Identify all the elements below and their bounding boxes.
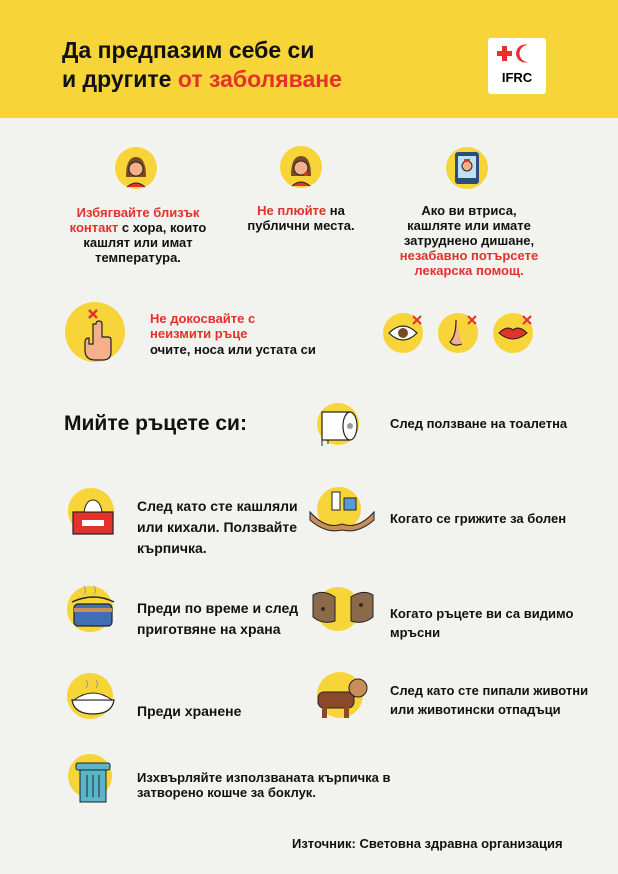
eye-icon [383, 310, 429, 354]
person-spitting-icon [280, 146, 322, 188]
tissue-box-icon [68, 488, 124, 544]
wash-item-dirty: Когато ръцете ви са видимо мръсни [390, 606, 574, 640]
pointing-hand-icon [65, 302, 127, 368]
nose-icon [438, 310, 484, 354]
wash-item-trash: Изхвърляйте използваната кърпичка в затворено кошче за боклук. [137, 770, 391, 800]
dirty-hands-icon [307, 583, 379, 631]
tip1-rest: с хора, които кашлят или имат температура. [83, 220, 207, 265]
source-note: Източник: Световна здравна организация [292, 836, 563, 851]
tip-seek-medical-help [395, 203, 543, 278]
person-coughing-icon [115, 147, 157, 189]
tip-no-spitting [240, 203, 362, 233]
wash-item-cooking: Преди по време и след приготвяне на храна [137, 600, 299, 637]
title-line-1: Да предпазим себе си [62, 37, 315, 63]
tip2-rest: на публични места. [247, 203, 355, 233]
ifrc-logo [488, 38, 546, 94]
tip2-red: Не плюйте [257, 203, 327, 218]
toilet-paper-icon [316, 400, 366, 450]
tip-close-contact [64, 205, 212, 265]
rice-bowl-icon [66, 672, 122, 722]
tip3-red: незабавно потърсете лекарска помощ. [399, 248, 539, 278]
care-hands-icon [308, 484, 380, 532]
lips-icon [493, 310, 539, 354]
logo-text: IFRC [501, 70, 533, 85]
title-line-2-red: от заболяване [177, 66, 342, 92]
tip-dont-touch-rest: очите, носа или устата си [150, 342, 316, 357]
cooking-pot-icon [64, 580, 122, 636]
wash-item-animals: След като сте пипали животни или животински отпадъци [390, 683, 589, 717]
tip3-black: Ако ви втриса, кашляте или имате затруднено дишане, [403, 203, 535, 248]
wash-item-toilet: След ползване на тоалетна [390, 416, 568, 431]
wash-item-cough: След като сте кашляли или кихали. Ползвайте кърпичка. [137, 498, 298, 556]
tip-dont-touch: Не докосвайте с неизмити ръце [150, 311, 256, 341]
wash-item-sick: Когато се грижите за болен [390, 511, 567, 526]
tip1-red: Избягвайте близък контакт [69, 205, 200, 235]
trash-can-icon [70, 755, 120, 809]
wash-hands-heading: Мийте ръцете си: [64, 412, 247, 435]
title-line-2-black: и другите [62, 66, 178, 92]
wash-item-eating: Преди хранене [137, 703, 242, 719]
title-line-2 [62, 65, 342, 94]
doctor-phone-icon [446, 147, 488, 189]
dog-icon [312, 670, 378, 722]
page-title [62, 36, 342, 94]
